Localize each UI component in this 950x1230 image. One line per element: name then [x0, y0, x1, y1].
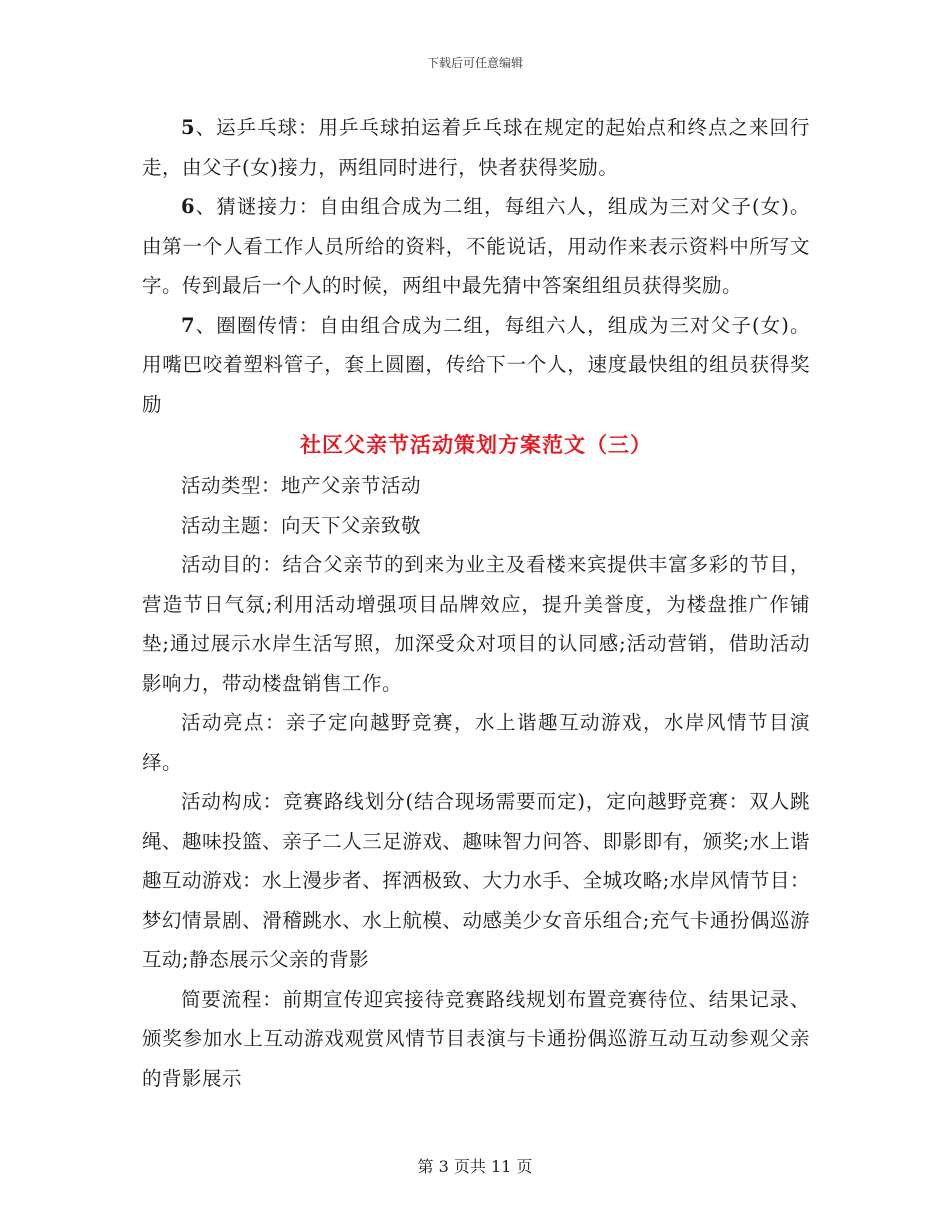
list-item-6 — [142, 187, 810, 306]
item-text: 、猜谜接力：自由组合成为二组，每组六人，组成为三对父子(女)。由第一个人看工作人员所给的资料，不能说话，用动作来表示资料中所写文字。传到最后一个人的时候，两组中最先猜中答案组组员获得奖励。 — [142, 195, 810, 297]
item-text: 、运乒乓球：用乒乓球拍运着乒乓球在规定的起始点和终点之来回行走，由父子(女)接力，两组同时进行，快者获得奖励。 — [142, 116, 810, 179]
paragraph-activity-purpose: 活动目的：结合父亲节的到来为业主及看楼来宾提供丰富多彩的节目，营造节日气氛;利用活动增强项目品牌效应，提升美誉度，为楼盘推广作铺垫;通过展示水岸生活写照，加深受众对项目的认同感;活动营销，借助活动影响力，带动楼盘销售工作。 — [142, 553, 810, 695]
paragraph-brief-process: 简要流程：前期宣传迎宾接待竞赛路线规划布置竞赛待位、结果记录、颁奖参加水上互动游戏观赏风情节目表演与卡通扮偶巡游互动互动参观父亲的背影展示 — [142, 987, 810, 1090]
paragraph-activity-composition: 活动构成：竞赛路线划分(结合现场需要而定)，定向越野竞赛：双人跳绳、趣味投篮、亲子二人三足游戏、趣味智力问答、即影即有，颁奖;水上谐趣互动游戏：水上漫步者、挥洒极致、大力水手、全城攻略;水岸风情节目：梦幻情景剧、滑稽跳水、水上航模、动感美少女音乐组合;充气卡通扮偶巡游互动;静态展示父亲的背影 — [142, 790, 810, 971]
document-body — [142, 108, 810, 1098]
paragraph-activity-type: 活动类型：地产父亲节活动 — [181, 474, 422, 497]
list-item-5 — [142, 108, 810, 187]
paragraph-activity-theme: 活动主题：向天下父亲致敬 — [181, 513, 422, 537]
page-number: 第 3 页共 11 页 — [417, 1157, 533, 1176]
header-note: 下载后可任意编辑 — [426, 56, 523, 70]
item-number: 7 — [181, 313, 196, 337]
item-text: 、圈圈传情：自由组合成为二组，每组六人，组成为三对父子(女)。用嘴巴咬着塑料管子，套上圆圈，传给下一个人，速度最快组的组员获得奖励 — [142, 313, 810, 416]
section-title: 社区父亲节活动策划方案范文（三） — [300, 432, 652, 457]
paragraph-activity-highlights: 活动亮点：亲子定向越野竞赛，水上谐趣互动游戏，水岸风情节目演绎。 — [142, 711, 810, 774]
item-number: 6 — [181, 195, 196, 218]
list-item-7 — [142, 306, 810, 425]
item-number: 5 — [181, 116, 196, 139]
